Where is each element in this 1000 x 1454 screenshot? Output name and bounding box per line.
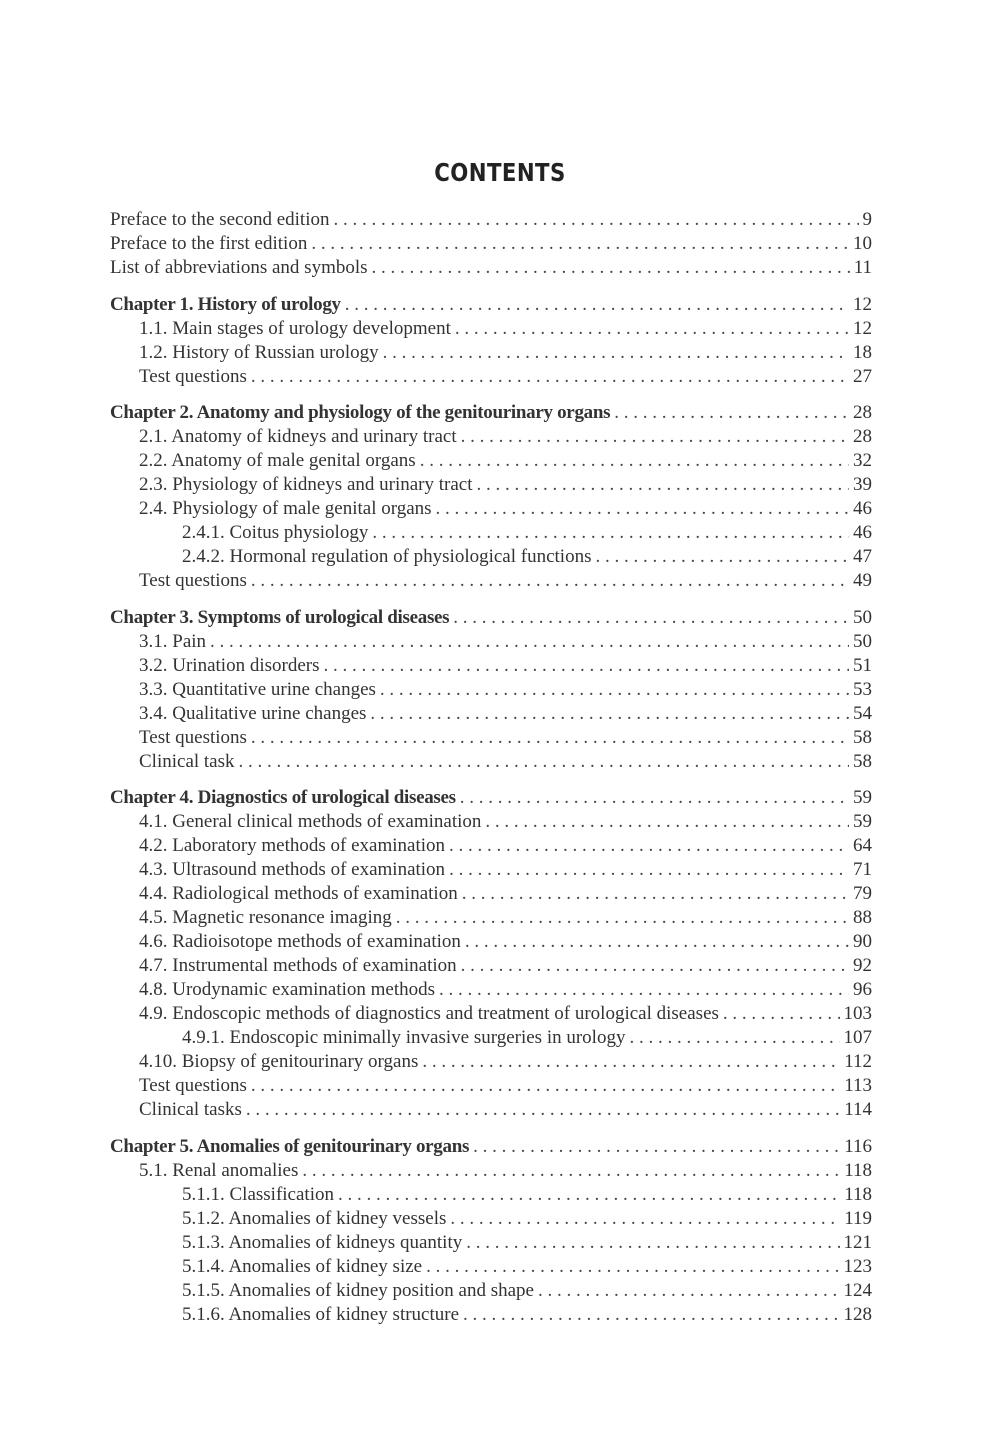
dot-leader	[455, 317, 849, 341]
toc-entry[interactable]	[110, 497, 872, 521]
dot-leader	[723, 1002, 840, 1026]
toc-page-number: 59	[853, 787, 872, 808]
table-of-contents	[110, 208, 872, 1339]
toc-page-number: 10	[853, 233, 872, 254]
dot-leader	[461, 954, 849, 978]
toc-entry[interactable]	[110, 1159, 872, 1183]
toc-entry-title: 4.6. Radioisotope methods of examination	[139, 931, 461, 952]
toc-entry[interactable]	[110, 317, 872, 341]
toc-entry-title: 4.8. Urodynamic examination methods	[139, 979, 436, 1000]
toc-entry-title: 4.9. Endoscopic methods of diagnostics and treatment of urological diseases	[139, 1003, 719, 1024]
toc-entry[interactable]	[110, 341, 872, 365]
dot-leader	[460, 786, 849, 810]
toc-page-number: 12	[853, 293, 872, 315]
dot-leader	[449, 834, 849, 858]
dot-leader	[439, 978, 849, 1002]
toc-entry[interactable]	[110, 521, 872, 545]
toc-entry-title: 5.1.5. Anomalies of kidney position and shape	[182, 1279, 534, 1301]
toc-entry-title: Clinical task	[139, 750, 235, 772]
toc-entry-title: 4.10. Biopsy of genitourinary organs	[139, 1051, 419, 1072]
toc-entry-title: 5.1. Renal anomalies	[139, 1159, 299, 1181]
toc-page-number: 118	[844, 1183, 872, 1205]
toc-entry[interactable]	[110, 1002, 872, 1026]
toc-entry-title: 3.3. Quantitative urine changes	[139, 678, 376, 700]
dot-leader	[311, 232, 849, 256]
toc-chapter-entry[interactable]	[110, 293, 872, 317]
toc-page-number: 54	[853, 702, 872, 724]
toc-entry[interactable]	[110, 1026, 872, 1050]
toc-entry[interactable]	[110, 545, 872, 569]
dot-leader	[380, 678, 849, 702]
dot-leader	[453, 606, 849, 630]
dot-leader	[436, 497, 849, 521]
toc-page-number: 53	[853, 678, 872, 700]
toc-entry[interactable]	[110, 1231, 872, 1255]
dot-leader	[462, 882, 849, 906]
toc-page-number: 28	[853, 426, 872, 447]
toc-section	[110, 786, 872, 1122]
toc-entry-title: Preface to the second edition	[110, 209, 330, 230]
toc-entry-title: 3.4. Qualitative urine changes	[139, 702, 367, 724]
toc-entry[interactable]	[110, 232, 872, 256]
toc-page-number: 27	[853, 365, 872, 387]
dot-leader	[466, 1231, 839, 1255]
toc-entry[interactable]	[110, 1183, 872, 1207]
dot-leader	[372, 256, 850, 280]
toc-entry-title: 1.2. History of Russian urology	[139, 341, 379, 363]
toc-entry[interactable]	[110, 473, 872, 497]
toc-page-number: 71	[853, 859, 872, 880]
toc-page-number: 64	[853, 835, 872, 856]
toc-entry[interactable]	[110, 1050, 872, 1074]
toc-entry[interactable]	[110, 954, 872, 978]
toc-entry[interactable]	[110, 702, 872, 726]
toc-page-number: 18	[853, 341, 872, 363]
toc-entry-title: 1.1. Main stages of urology development	[139, 317, 451, 339]
dot-leader	[345, 293, 849, 317]
toc-page-number: 107	[843, 1027, 872, 1048]
toc-page-number: 28	[853, 402, 872, 423]
toc-entry[interactable]	[110, 654, 872, 678]
dot-leader	[239, 750, 849, 774]
dot-leader	[372, 521, 849, 545]
toc-page-number: 96	[853, 979, 872, 1000]
toc-section	[110, 208, 872, 280]
toc-entry-title: 4.3. Ultrasound methods of examination	[139, 859, 446, 880]
dot-leader	[538, 1279, 840, 1303]
toc-entry[interactable]	[110, 750, 872, 774]
dot-leader	[426, 1255, 839, 1279]
toc-page-number: 50	[853, 630, 872, 652]
toc-entry-title: Test questions	[139, 365, 247, 387]
dot-leader	[338, 1183, 840, 1207]
toc-page-number: 46	[853, 498, 872, 519]
dot-leader	[461, 425, 849, 449]
toc-entry-title: Chapter 4. Diagnostics of urological diseases	[110, 787, 456, 808]
toc-chapter-entry[interactable]	[110, 1135, 872, 1159]
toc-chapter-entry[interactable]	[110, 786, 872, 810]
toc-page-number: 32	[853, 450, 872, 471]
toc-section	[110, 1135, 872, 1327]
toc-entry-title: 2.3. Physiology of kidneys and urinary tract	[139, 474, 473, 495]
toc-page-number: 90	[853, 931, 872, 952]
toc-entry[interactable]	[110, 834, 872, 858]
toc-page-number: 88	[853, 907, 872, 928]
toc-entry-title: 5.1.6. Anomalies of kidney structure	[182, 1303, 460, 1325]
toc-page-number: 49	[853, 570, 872, 591]
dot-leader	[251, 365, 849, 389]
dot-leader	[383, 341, 849, 365]
toc-entry[interactable]	[110, 882, 872, 906]
toc-entry-title: Clinical tasks	[139, 1099, 242, 1120]
toc-entry[interactable]	[110, 1207, 872, 1231]
toc-page-number: 123	[843, 1255, 872, 1277]
dot-leader	[251, 569, 849, 593]
dot-leader	[450, 1207, 840, 1231]
toc-page-number: 50	[853, 606, 872, 628]
toc-page-number: 114	[844, 1099, 872, 1120]
dot-leader	[614, 401, 849, 425]
toc-page-number: 103	[843, 1003, 872, 1024]
toc-entry[interactable]	[110, 569, 872, 593]
toc-page-number: 39	[853, 474, 872, 495]
toc-entry[interactable]	[110, 726, 872, 750]
dot-leader	[323, 654, 849, 678]
toc-entry-title: 4.1. General clinical methods of examination	[139, 811, 482, 832]
toc-page-number: 121	[843, 1231, 872, 1253]
dot-leader	[449, 858, 849, 882]
dot-leader	[629, 1026, 839, 1050]
toc-entry-title: Preface to the first edition	[110, 233, 308, 254]
dot-leader	[422, 1050, 840, 1074]
dot-leader	[473, 1135, 840, 1159]
toc-entry-title: 4.2. Laboratory methods of examination	[139, 835, 446, 856]
toc-page-number: 128	[843, 1303, 872, 1325]
toc-entry[interactable]	[110, 1098, 872, 1122]
toc-entry-title: 4.4. Radiological methods of examination	[139, 883, 458, 904]
toc-page-number: 11	[853, 257, 872, 278]
toc-entry-title: 4.5. Magnetic resonance imaging	[139, 907, 392, 928]
toc-entry-title: 2.4. Physiology of male genital organs	[139, 498, 432, 519]
dot-leader	[485, 810, 849, 834]
toc-entry-title: List of abbreviations and symbols	[110, 257, 368, 278]
toc-entry[interactable]	[110, 256, 872, 280]
toc-entry-title: Chapter 5. Anomalies of genitourinary organs	[110, 1135, 470, 1157]
toc-page-number: 47	[853, 546, 872, 567]
toc-entry[interactable]	[110, 208, 872, 232]
dot-leader	[370, 702, 849, 726]
toc-chapter-entry[interactable]	[110, 401, 872, 425]
toc-page-number: 59	[853, 811, 872, 832]
toc-entry-title: Test questions	[139, 1075, 247, 1096]
toc-entry[interactable]	[110, 1279, 872, 1303]
toc-entry[interactable]	[110, 1255, 872, 1279]
toc-page-number: 119	[844, 1207, 872, 1229]
toc-section	[110, 606, 872, 774]
toc-page-number: 116	[844, 1135, 872, 1157]
dot-leader	[251, 726, 849, 750]
toc-page-number: 112	[844, 1051, 872, 1072]
toc-page-number: 12	[853, 317, 872, 339]
toc-entry-title: 2.1. Anatomy of kidneys and urinary tract	[139, 426, 457, 447]
toc-entry-title: 5.1.2. Anomalies of kidney vessels	[182, 1207, 447, 1229]
toc-page-number: 9	[862, 209, 872, 230]
toc-entry[interactable]	[110, 858, 872, 882]
toc-page-number: 118	[844, 1159, 872, 1181]
toc-entry[interactable]	[110, 425, 872, 449]
toc-entry[interactable]	[110, 906, 872, 930]
dot-leader	[210, 630, 849, 654]
toc-entry[interactable]	[110, 978, 872, 1002]
toc-entry-title: 3.2. Urination disorders	[139, 654, 320, 676]
dot-leader	[333, 208, 858, 232]
toc-page-number: 58	[853, 726, 872, 748]
toc-entry-title: Test questions	[139, 570, 247, 591]
toc-entry-title: 5.1.1. Classification	[182, 1183, 334, 1205]
toc-page-number: 92	[853, 955, 872, 976]
toc-entry[interactable]	[110, 810, 872, 834]
toc-page-number: 58	[853, 750, 872, 772]
toc-section	[110, 401, 872, 593]
toc-section	[110, 293, 872, 389]
toc-page-number: 124	[843, 1279, 872, 1301]
dot-leader	[251, 1074, 840, 1098]
page-title: CONTENTS	[434, 158, 566, 187]
toc-entry[interactable]	[110, 365, 872, 389]
toc-entry-title: 2.2. Anatomy of male genital organs	[139, 450, 416, 471]
toc-entry-title: 5.1.3. Anomalies of kidneys quantity	[182, 1231, 463, 1253]
toc-entry[interactable]	[110, 930, 872, 954]
toc-page-number: 46	[853, 522, 872, 543]
toc-entry-title: 5.1.4. Anomalies of kidney size	[182, 1255, 423, 1277]
dot-leader	[477, 473, 849, 497]
toc-entry[interactable]	[110, 1303, 872, 1327]
toc-page-number: 79	[853, 883, 872, 904]
dot-leader	[420, 449, 849, 473]
toc-entry-title: Test questions	[139, 726, 247, 748]
toc-chapter-entry[interactable]	[110, 606, 872, 630]
toc-entry-title: 4.9.1. Endoscopic minimally invasive surgeries in urology	[182, 1027, 626, 1048]
toc-entry-title: 2.4.1. Coitus physiology	[182, 522, 369, 543]
toc-entry-title: 3.1. Pain	[139, 630, 207, 652]
dot-leader	[396, 906, 849, 930]
dot-leader	[595, 545, 849, 569]
toc-entry-title: Chapter 1. History of urology	[110, 293, 341, 315]
toc-entry[interactable]	[110, 678, 872, 702]
toc-entry-title: 2.4.2. Hormonal regulation of physiological functions	[182, 546, 592, 567]
dot-leader	[302, 1159, 840, 1183]
dot-leader	[463, 1303, 839, 1327]
toc-page-number: 51	[853, 654, 872, 676]
toc-entry-title: Chapter 2. Anatomy and physiology of the genitourinary organs	[110, 402, 611, 423]
dot-leader	[246, 1098, 840, 1122]
toc-entry[interactable]	[110, 1074, 872, 1098]
dot-leader	[465, 930, 849, 954]
toc-entry[interactable]	[110, 630, 872, 654]
toc-page-number: 113	[844, 1075, 872, 1096]
toc-entry-title: 4.7. Instrumental methods of examination	[139, 955, 457, 976]
toc-entry-title: Chapter 3. Symptoms of urological diseases	[110, 606, 450, 628]
toc-entry[interactable]	[110, 449, 872, 473]
